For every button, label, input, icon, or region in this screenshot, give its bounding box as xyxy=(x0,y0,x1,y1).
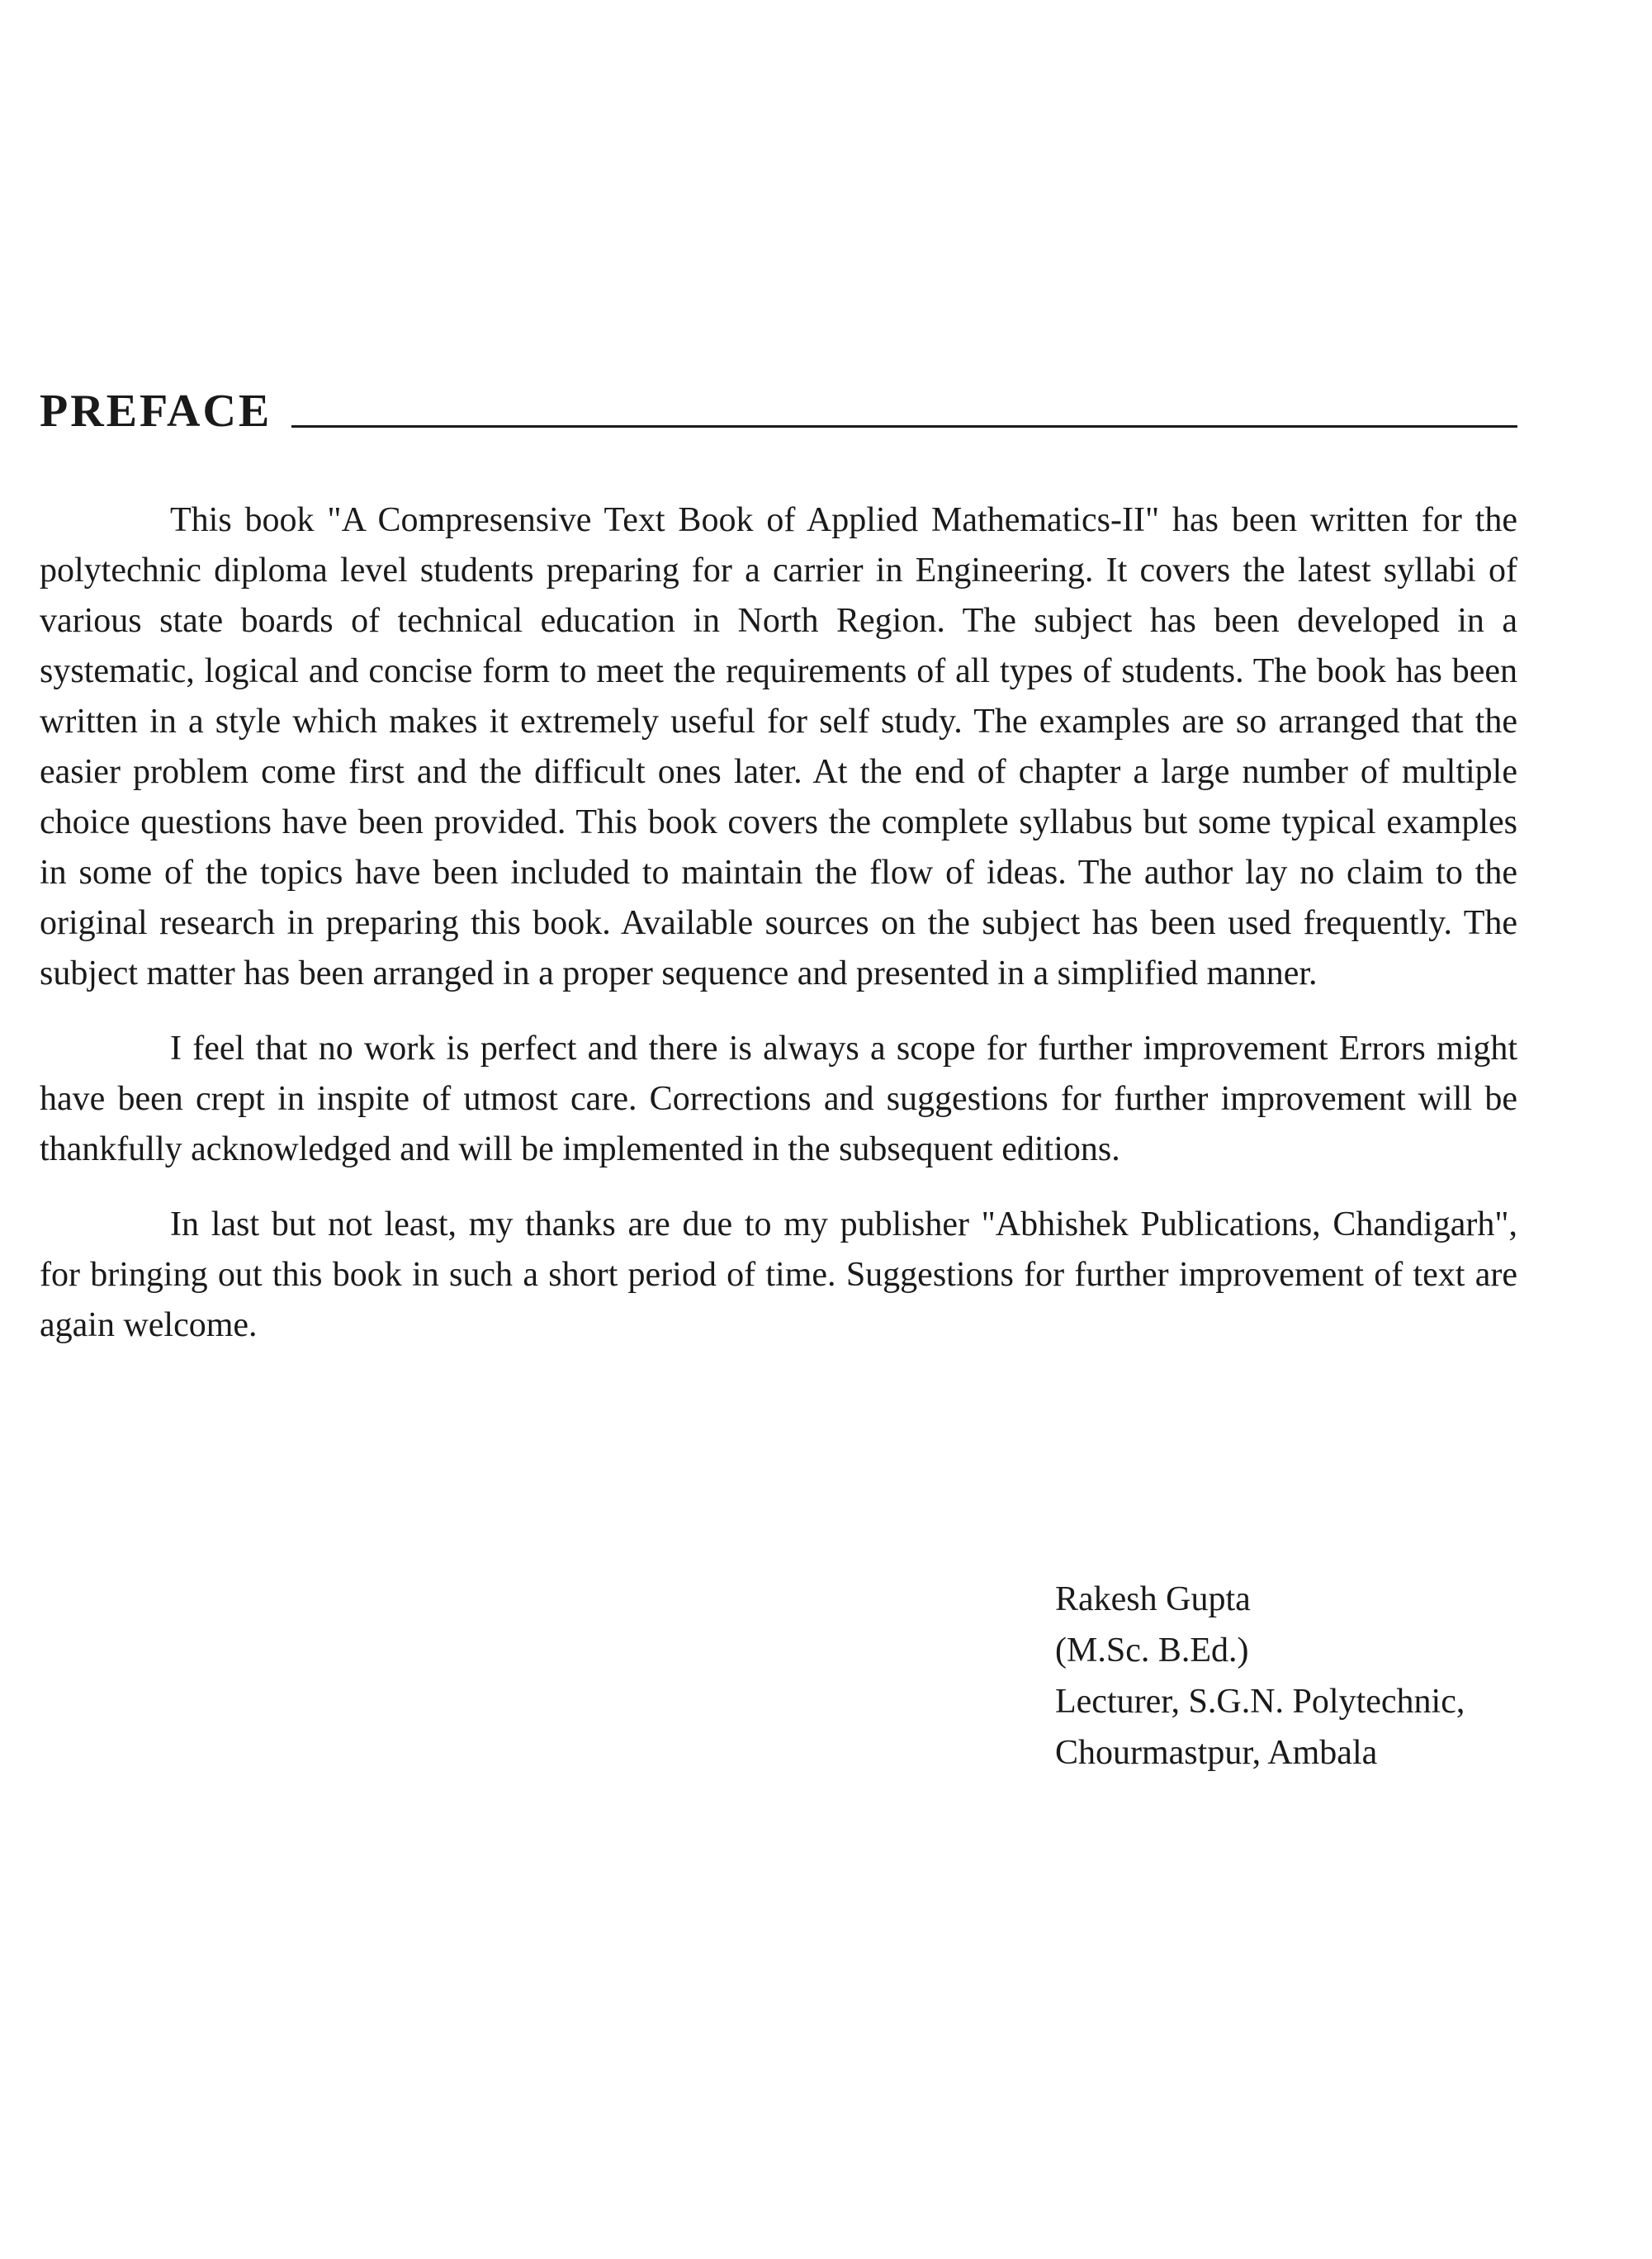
paragraph-2: I feel that no work is perfect and there is always a scope for further improvement Errors might have been crept in inspite of utmost care. Corrections and suggestions for further improvement will be thankfully acknowledged and will be implemented in the subsequent editions. xyxy=(40,1030,1517,1168)
heading-rule xyxy=(291,425,1517,428)
paragraph-1: This book "A Compresensive Text Book of Applied Mathematics-II" has been written for the polytechnic diploma level students preparing for a carrier in Engineering. It covers the latest syllabi of various state boards of technical education in North Region. The subject has been developed in a systematic, logical and concise form to meet the requirements of all types of students. The book has been written in a style which makes it extremely useful for self study. The examples are so arranged that the easier problem come first and the difficult ones later. At the end of chapter a large number of multiple choice questions have been provided. This book covers the complete syllabus but some typical examples in some of the topics have been included to maintain the flow of ideas. The author lay no claim to the original research in preparing this book. Available sources on the subject has been used frequently. The subject matter has been arranged in a proper sequence and presented in a simplified manner. xyxy=(40,501,1517,992)
signature-block xyxy=(1055,1574,1465,1778)
preface-body xyxy=(40,495,1517,1376)
author-location: Chourmastpur, Ambala xyxy=(1055,1734,1378,1772)
author-qualification: (M.Sc. B.Ed.) xyxy=(1055,1632,1249,1669)
heading-row xyxy=(40,386,1517,437)
page-title: PREFACE xyxy=(40,386,272,437)
author-name: Rakesh Gupta xyxy=(1055,1580,1251,1618)
paragraph-3: In last but not least, my thanks are due to my publisher "Abhishek Publications, Chandigarh", for bringing out this book in such a short period of time. Suggestions for further improvement of text are again welcome. xyxy=(40,1205,1517,1344)
author-position: Lecturer, S.G.N. Polytechnic, xyxy=(1055,1683,1465,1721)
